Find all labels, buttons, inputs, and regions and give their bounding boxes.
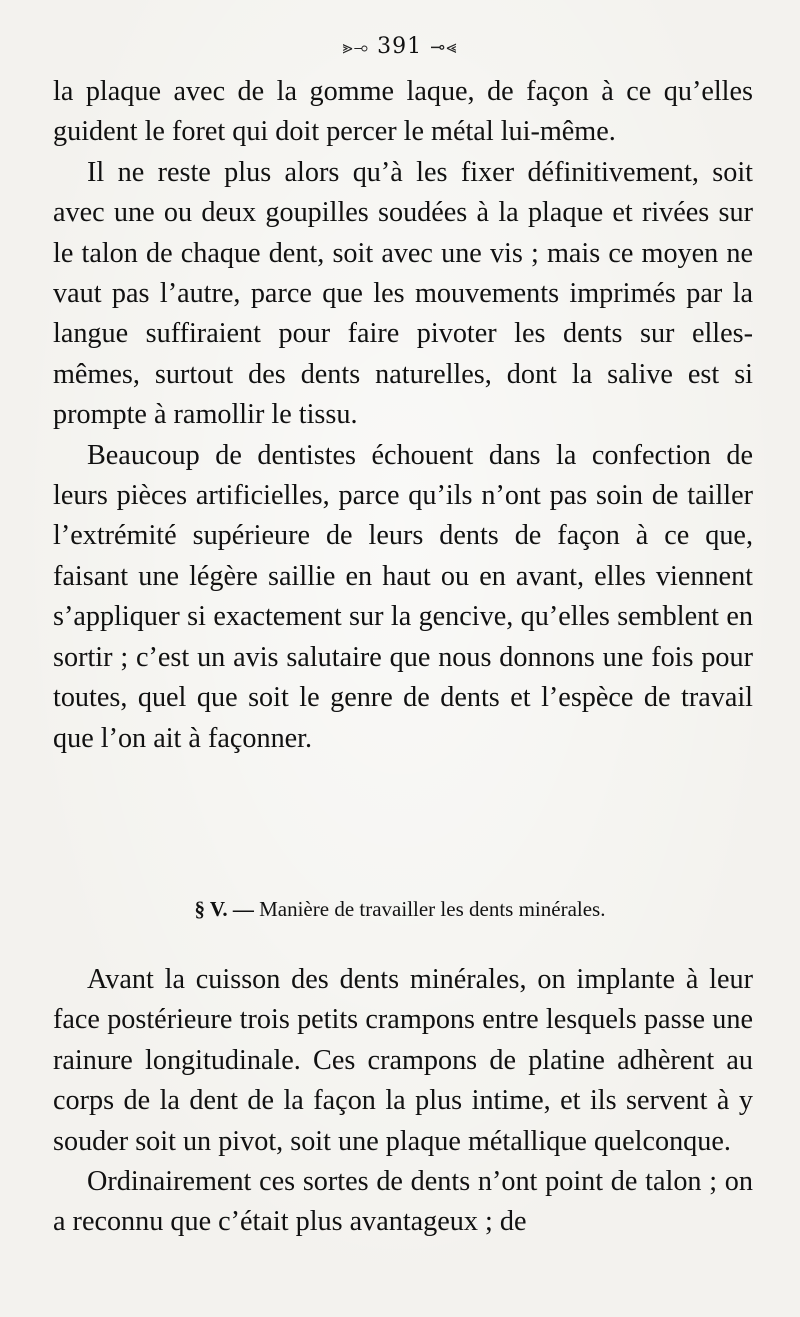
paragraph: Ordinairement ces sortes de dents n’ont point de talon ; on a reconnu que c’était plus avantageux ; de bbox=[53, 1166, 753, 1238]
section-title: Manière de travailler les dents minérales. bbox=[259, 897, 606, 921]
paragraph-continuation: la plaque avec de la gomme laque, de façon à ce qu’elles guident le foret qui doit percer le métal lui-même. bbox=[53, 76, 753, 148]
right-ornament-icon: ⊸⪡ bbox=[430, 37, 458, 58]
paragraph: Il ne reste plus alors qu’à les fixer définitivement, soit avec une ou deux goupilles soudées à la plaque et rivées sur le talon de chaque dent, soit avec une vis ; mais ce moyen ne vaut pas l’autre, parce que les mouvements imprimés par la langue suffiraient pour faire pivoter les dents sur elles-mêmes, surtout des dents naturelles, dont la salive est si prompte à ramollir le tissu. bbox=[53, 156, 753, 431]
section-number: § V. — bbox=[194, 897, 254, 921]
body-text-section bbox=[53, 960, 753, 1243]
page-header bbox=[0, 34, 800, 59]
body-text bbox=[53, 72, 753, 759]
section-heading bbox=[0, 897, 800, 922]
page-number: 391 bbox=[377, 34, 423, 59]
paragraph: Beaucoup de dentistes échouent dans la confection de leurs pièces artificielles, parce qu’ils n’ont pas soin de tailler l’extrémité supérieure de leurs dents de façon à ce que, faisant une légère saillie en haut ou en avant, elles viennent s’appliquer si exactement sur la gencive, qu’elles semblent en sortir ; c’est un avis salutaire que nous donnons une fois pour toutes, quel que soit le genre de dents et l’espèce de travail que l’on ait à façonner. bbox=[53, 439, 753, 754]
left-ornament-icon: ⪢⊸ bbox=[342, 37, 370, 58]
paragraph: Avant la cuisson des dents minérales, on implante à leur face postérieure trois petits crampons entre lesquels passe une rainure longitudinale. Ces crampons de platine adhèrent au corps de la dent de la façon la plus intime, et ils servent à y souder soit un pivot, soit une plaque métallique quelconque. bbox=[53, 964, 753, 1157]
